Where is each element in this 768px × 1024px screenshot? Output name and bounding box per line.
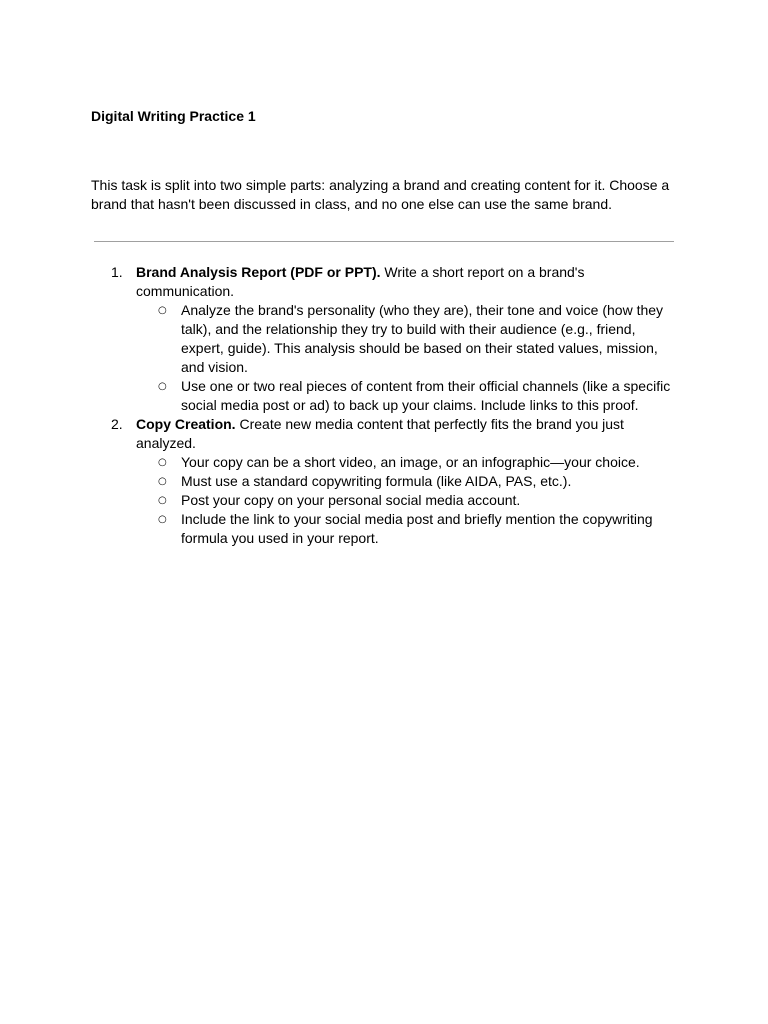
list-item (136, 377, 681, 415)
task-number: 2. (111, 416, 123, 432)
list-item (136, 472, 681, 491)
task-list (91, 263, 681, 548)
task-description: Create new media content that perfectly fits the brand you just analyzed. (136, 416, 624, 451)
hollow-circle-bullet-icon: ○ (158, 457, 167, 468)
list-item (136, 453, 681, 472)
intro-paragraph: This task is split into two simple parts: analyzing a brand and creating content for it. Choose a brand that hasn't been discussed in class, and no one else can use the same brand. (91, 177, 670, 212)
list-item-text: Include the link to your social media post and briefly mention the copywriting formula you used in your report. (181, 511, 653, 546)
list-item (136, 301, 681, 377)
document-title: Digital Writing Practice 1 (91, 108, 256, 124)
list-item (136, 491, 681, 510)
list-item (136, 510, 681, 548)
list-item-text: Use one or two real pieces of content from their official channels (like a specific social media post or ad) to back up your claims. Include links to this proof. (181, 378, 671, 413)
hollow-circle-bullet-icon: ○ (158, 514, 167, 525)
horizontal-divider (94, 241, 674, 242)
task-description: Write a short report on a brand's communication. (136, 264, 585, 299)
task-heading: Copy Creation. (136, 416, 236, 432)
task-item-copy-creation (91, 415, 681, 548)
hollow-circle-bullet-icon: ○ (158, 305, 167, 316)
task-sub-list (136, 301, 681, 415)
hollow-circle-bullet-icon: ○ (158, 381, 167, 392)
list-item-text: Your copy can be a short video, an image, or an infographic—your choice. (181, 454, 640, 470)
task-heading: Brand Analysis Report (PDF or PPT). (136, 264, 381, 280)
hollow-circle-bullet-icon: ○ (158, 495, 167, 506)
task-number: 1. (111, 264, 123, 280)
list-item-text: Must use a standard copywriting formula (like AIDA, PAS, etc.). (181, 473, 572, 489)
list-item-text: Analyze the brand's personality (who they are), their tone and voice (how they talk), and the relationship they try to build with their audience (e.g., friend, expert, guide). This analysis should be based on their stated values, mission, and vision. (181, 302, 664, 375)
task-item-brand-analysis (91, 263, 681, 415)
hollow-circle-bullet-icon: ○ (158, 476, 167, 487)
list-item-text: Post your copy on your personal social media account. (181, 492, 521, 508)
task-sub-list (136, 453, 681, 548)
